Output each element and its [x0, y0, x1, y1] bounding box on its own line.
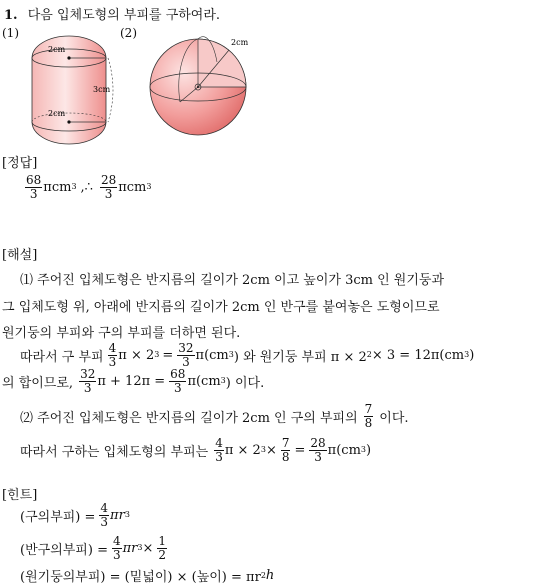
svg-text:2cm: 2cm [48, 109, 66, 118]
hint-line-1: (구의부피) = $\frac{4}{3}$ πr 3 [20, 501, 130, 529]
problem-text: 다음 입체도형의 부피를 구하여라. [27, 8, 221, 23]
explanation-p1-line2: 그 입체도형 위, 아래에 반지름의 길이가 2cm 인 반구를 붙여놓은 도형이므로 [2, 300, 440, 315]
svg-text:2cm: 2cm [231, 38, 249, 47]
explanation-p1-line1: ⑴ 주어진 입체도형은 반지름의 길이가 2cm 이고 높이가 3cm 인 원기둥과 [20, 273, 445, 288]
svg-text:3cm: 3cm [93, 85, 111, 94]
answer-unit-1: πcm [43, 179, 72, 195]
hint-line-3: (원기둥의부피) = (밑넓이) × (높이) = πr 2 h [20, 568, 275, 585]
answer-fraction-2: $\frac{28}{3}$ [100, 173, 117, 201]
problem-header [4, 4, 220, 23]
answer-separator: ,∴ [80, 179, 93, 195]
explanation-p2-line2: 따라서 구하는 입체도형의 부피는 $\frac{4}{3}$ π × 2 3 × $\frac{7}{8}$ = $\frac{28}{3}$ π(cm 3 ) [20, 436, 372, 464]
explanation-header: [해설] [2, 248, 38, 263]
answer-header: [정답] [2, 156, 38, 171]
hint-header: [힌트] [2, 488, 38, 503]
svg-text:2cm: 2cm [48, 45, 66, 54]
answer-fraction-1: $\frac{68}{3}$ [26, 173, 42, 201]
explanation-p1-line5: 의 합이므로, $\frac{32}{3}$ π + 12π = $\frac{68}{3}$ π(cm 3 ) 이다. [2, 367, 265, 395]
figure-2-sphere [145, 32, 255, 142]
figure-2-label: (2) [120, 26, 137, 40]
problem-number: 1. [4, 8, 18, 23]
explanation-p1-line3: 원기둥의 부피와 구의 부피를 더하면 된다. [2, 326, 241, 341]
answer-line: $\frac{68}{3}$ πcm 3 ,∴ $\frac{28}{3}$ πcm 3 [26, 173, 152, 201]
explanation-p1-line4: 따라서 구 부피 $\frac{4}{3}$ π × 2 3 = $\frac{32}{3}$ π(cm 3 ) 와 원기둥 부피 π × 2 2 × 3 = 12π(cm 3 ) [20, 341, 475, 369]
answer-unit-2: πcm [118, 179, 147, 195]
figure-1-capsule [20, 30, 120, 150]
hint-line-2: (반구의부피) = $\frac{4}{3}$ πr 3 × $\frac{1}{2}$ [20, 534, 167, 562]
figure-1-label: (1) [2, 26, 19, 40]
explanation-p2-line1: ⑵ 주어진 입체도형은 반지름의 길이가 2cm 인 구의 부피의 $\frac{7}{8}$ 이다. [20, 402, 409, 430]
